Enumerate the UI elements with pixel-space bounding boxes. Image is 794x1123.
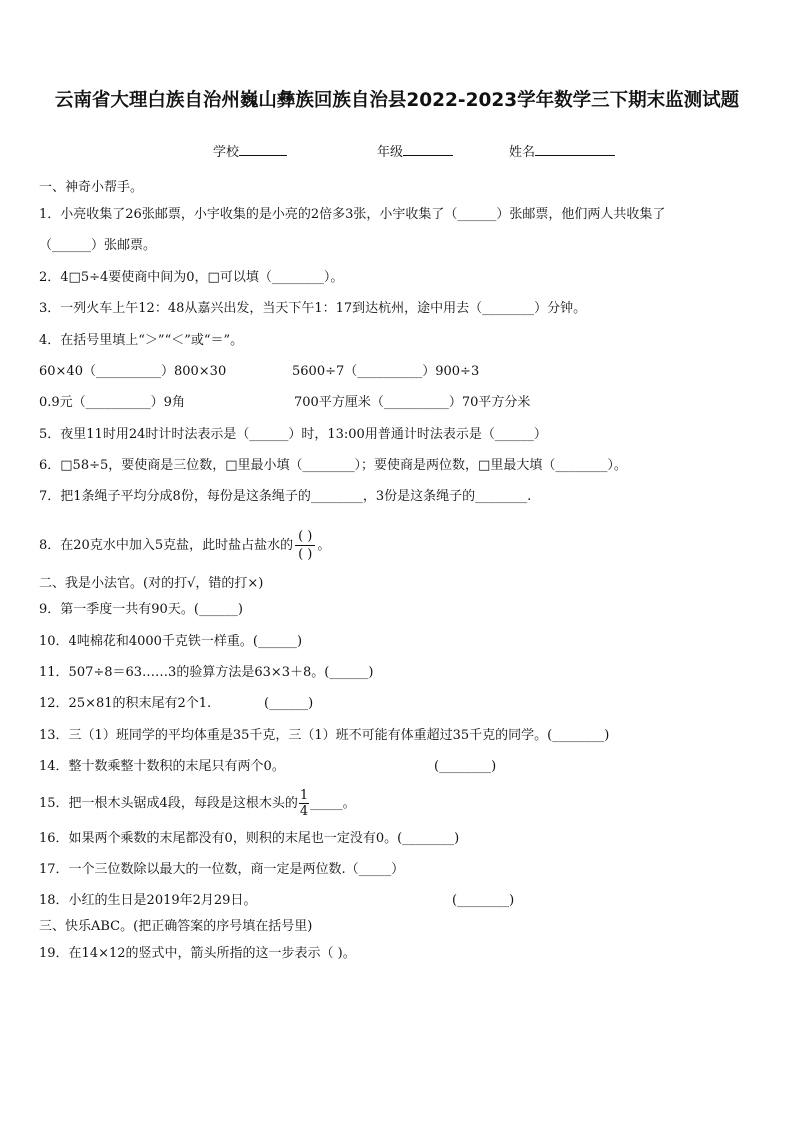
grade-blank[interactable] [403, 142, 453, 156]
question-4-b: 5600÷7（__________）900÷3 [292, 364, 480, 379]
question-4-c: 0.9元（__________）9角 [39, 395, 185, 410]
question-18-answer[interactable]: (________) [452, 893, 515, 908]
question-17: 17．一个三位数除以最大的一位数，商一定是两位数.（_____） [39, 862, 405, 877]
question-4-a: 60×40（__________）800×30 [39, 364, 227, 379]
question-7: 7．把1条绳子平均分成8份，每份是这条绳子的________，3份是这条绳子的________. [39, 489, 532, 504]
school-label: 学校 [213, 145, 240, 160]
question-6: 6．□58÷5，要使商是三位数，□里最小填（________）；要使商是两位数，□里最大填（________）。 [39, 458, 627, 473]
question-15-text: 15．把一根木头锯成4段，每段是这根木头的 [39, 796, 298, 811]
question-15-denominator: 4 [299, 804, 309, 819]
question-1: 1．小亮收集了26张邮票，小宇收集的是小亮的2倍多3张，小宇收集了（______）张邮票，他们两人共收集了 [39, 207, 666, 222]
question-13: 13．三（1）班同学的平均体重是35千克，三（1）班不可能有体重超过35千克的同学。(________) [39, 728, 610, 743]
school-blank[interactable] [239, 142, 287, 156]
grade-label: 年级 [377, 145, 404, 160]
question-8-denominator[interactable]: ( ) [298, 547, 313, 562]
name-field [509, 141, 615, 160]
question-15-end: _____。 [310, 796, 356, 811]
question-12: 12．25×81的积末尾有2个1. [39, 696, 212, 711]
question-2: 2．4□5÷4要使商中间为0，□可以填（________）。 [39, 270, 344, 285]
section-heading-2: 二、我是小法官。(对的打√，错的打×) [39, 576, 264, 591]
question-12-answer[interactable]: (______) [264, 696, 314, 711]
name-label: 姓名 [509, 145, 536, 160]
question-16: 16．如果两个乘数的末尾都没有0，则积的末尾也一定没有0。(________) [39, 831, 460, 846]
question-8-numerator[interactable]: ( ) [298, 529, 313, 544]
question-4-d: 700平方厘米（__________）70平方分米 [294, 395, 531, 410]
question-15-numerator: 1 [299, 788, 309, 803]
question-18: 18．小红的生日是2019年2月29日。 [39, 893, 257, 908]
question-10: 10．4吨棉花和4000千克铁一样重。(______) [39, 634, 303, 649]
section-heading-1: 一、神奇小帮手。 [39, 180, 144, 195]
question-8-end: 。 [317, 538, 331, 553]
question-1-cont: （______）张邮票。 [39, 238, 157, 253]
question-8-text: 8．在20克水中加入5克盐，此时盐占盐水的 [39, 538, 294, 553]
question-11: 11．507÷8＝63……3的验算方法是63×3＋8。(______) [39, 665, 374, 680]
school-field [213, 141, 287, 160]
question-9: 9．第一季度一共有90天。(______) [39, 602, 243, 617]
page-title: 云南省大理白族自治州巍山彝族回族自治县2022-2023学年数学三下期末监测试题 [54, 90, 740, 111]
grade-field [377, 141, 453, 160]
section-heading-3: 三、快乐ABC。(把正确答案的序号填在括号里) [39, 919, 313, 934]
question-14-answer[interactable]: (________) [434, 759, 497, 774]
question-8 [39, 520, 330, 572]
question-8-fraction [295, 528, 315, 563]
question-4: 4．在括号里填上“＞”“＜”或“＝”。 [39, 333, 244, 348]
question-3: 3．一列火车上午12：48从嘉兴出发，当天下午1：17到达杭州，途中用去（________）分钟。 [39, 301, 587, 316]
question-5: 5．夜里11时用24时计时法表示是（______）时，13:00用普通计时法表示是（______） [39, 427, 547, 442]
question-15-fraction [299, 788, 309, 819]
question-19: 19．在14×12的竖式中，箭头所指的这一步表示（ )。 [39, 946, 356, 961]
question-14: 14．整十数乘整十数积的末尾只有两个0。 [39, 759, 285, 774]
name-blank[interactable] [535, 142, 615, 156]
question-15 [39, 786, 356, 822]
